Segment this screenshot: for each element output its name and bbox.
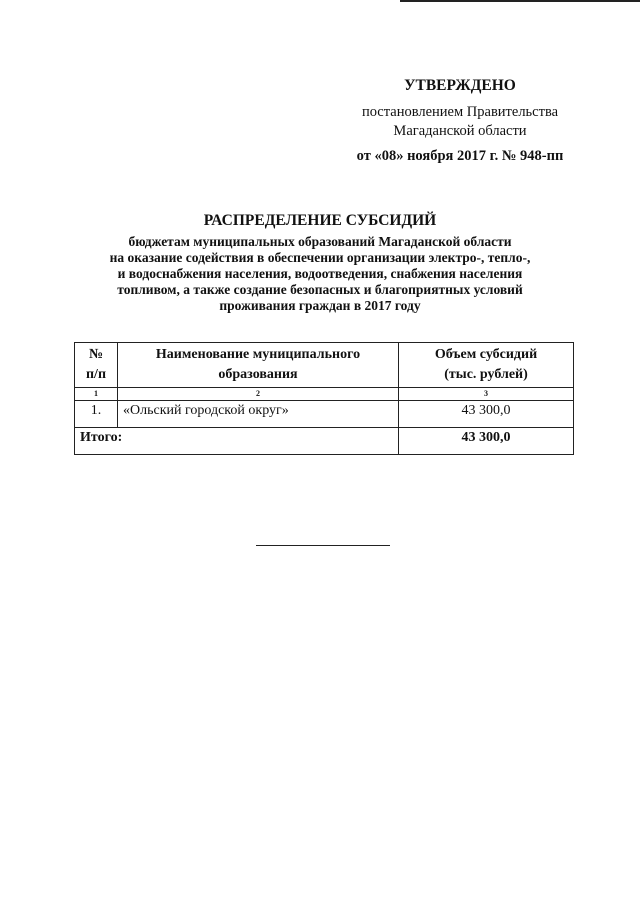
approval-line-2: Магаданской области	[393, 123, 527, 139]
header-name	[118, 343, 399, 388]
row-name: «Ольский городской округ»	[118, 401, 399, 428]
approval-decree: от «08» ноября 2017 г. № 948-пп	[356, 148, 564, 164]
approval-line-1: постановлением Правительства	[361, 104, 559, 120]
subtitle-line-4: топливом, а также создание безопасных и благоприятных условий	[117, 282, 523, 297]
subtitle-line-3: и водоснабжения населения, водоотведения, снабжения населения	[117, 266, 523, 281]
total-amount: 43 300,0	[399, 428, 574, 455]
approval-block	[310, 76, 610, 166]
header-amount-line-1: Объем субсидий	[434, 347, 538, 362]
header-num	[75, 343, 118, 388]
total-row	[75, 428, 574, 455]
row-amount: 43 300,0	[399, 401, 574, 428]
subtitle-line-5: проживания граждан в 2017 году	[219, 298, 421, 313]
header-num-line-2: п/п	[85, 367, 107, 382]
column-index: 2	[118, 388, 399, 401]
table-row	[75, 401, 574, 428]
row-num: 1.	[75, 401, 118, 428]
document-heading	[60, 212, 580, 314]
scan-edge-mark	[400, 0, 640, 2]
total-label: Итого:	[75, 428, 399, 455]
table-header-row	[75, 343, 574, 388]
header-name-line-2: образования	[218, 367, 298, 382]
subsidy-table	[74, 342, 574, 455]
subtitle-line-2: на оказание содействия в обеспечении организации электро-, тепло-,	[109, 250, 531, 265]
header-amount-line-2: (тыс. рублей)	[444, 367, 528, 382]
subtitle-line-1: бюджетам муниципальных образований Магаданской области	[128, 234, 512, 249]
column-index: 1	[75, 388, 118, 401]
approval-title: УТВЕРЖДЕНО	[404, 77, 516, 94]
header-num-line-1: №	[88, 347, 104, 362]
closing-line	[256, 545, 390, 546]
header-amount	[399, 343, 574, 388]
document-title: РАСПРЕДЕЛЕНИЕ СУБСИДИЙ	[203, 212, 437, 229]
column-index-row	[75, 388, 574, 401]
header-name-line-1: Наименование муниципального	[155, 347, 361, 362]
column-index: 3	[399, 388, 574, 401]
